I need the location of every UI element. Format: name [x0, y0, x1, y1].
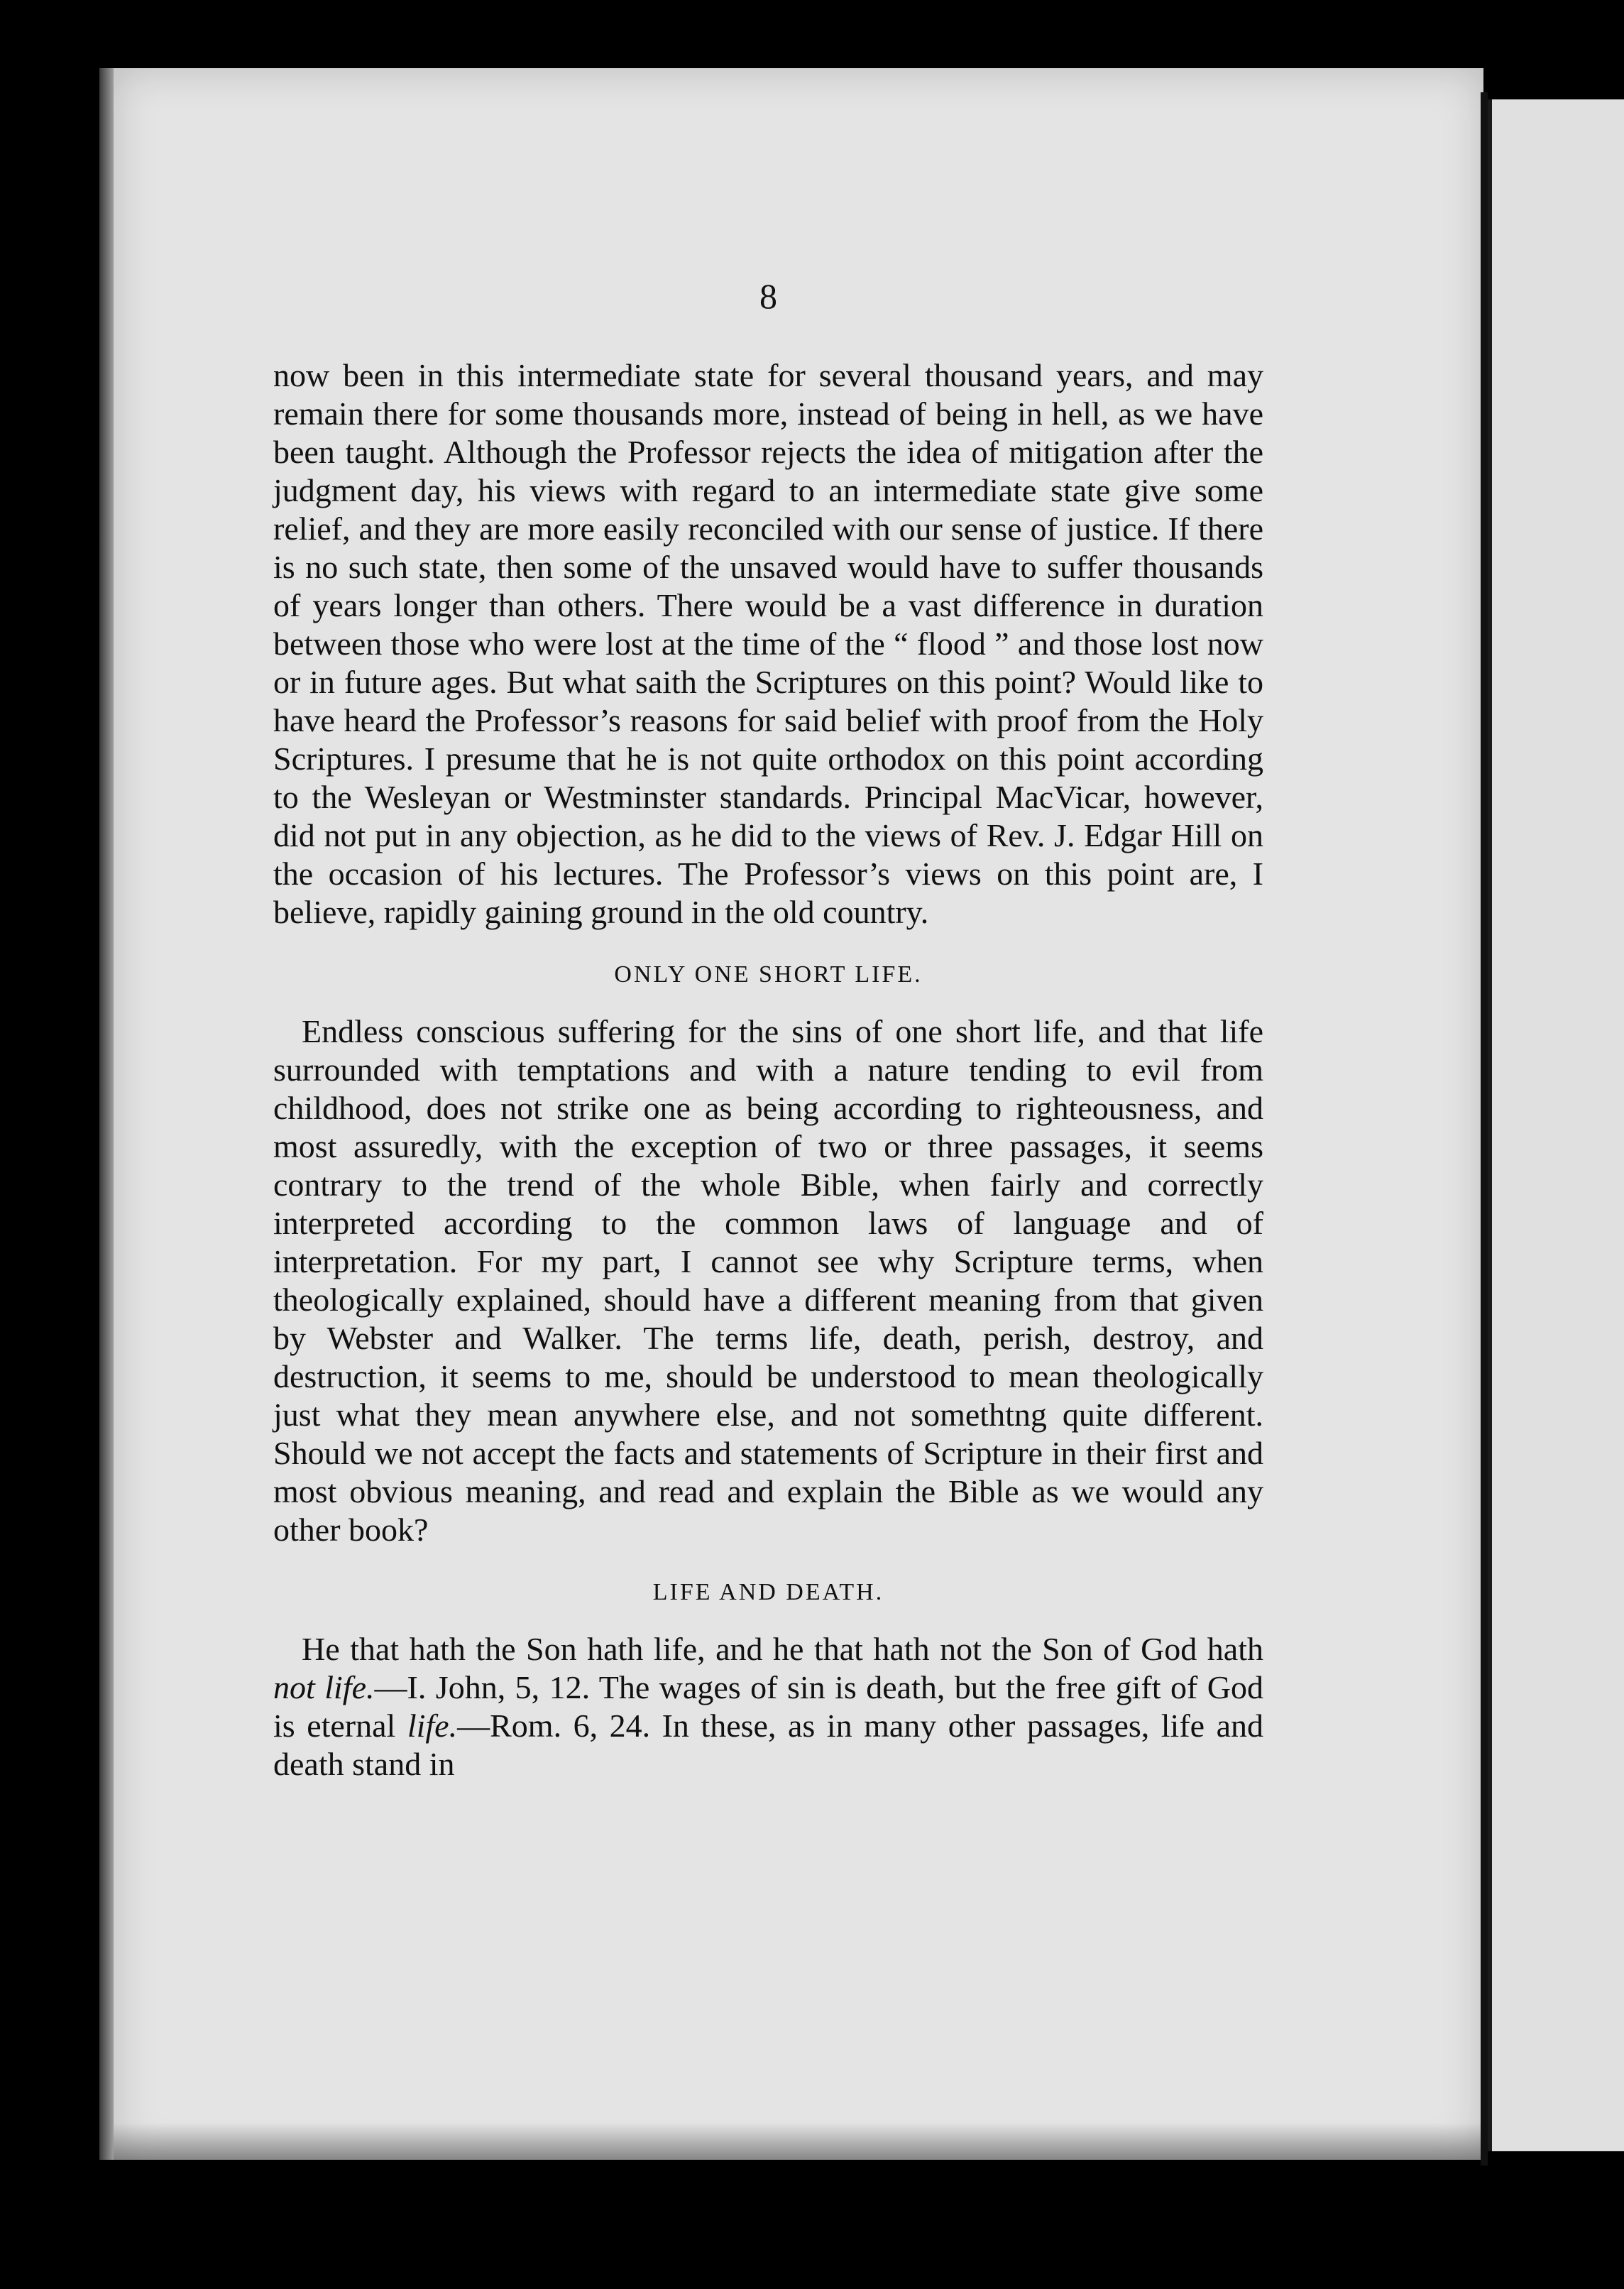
paragraph-text-part: —I. John, 5, 12. The wages of sin is death, but the free gift of God is eternal: [273, 1669, 1263, 1744]
page-bottom-shadow: [114, 2123, 1483, 2160]
page-edge-line: [1481, 92, 1488, 2165]
section-heading-only-one-short-life: ONLY ONE SHORT LIFE.: [614, 961, 923, 988]
italic-phrase: life.: [407, 1708, 458, 1744]
paragraph-text-part: He that hath the Son hath life, and he that hath not the Son of God hath: [302, 1631, 1263, 1667]
paragraph-intermediate-state: now been in this intermediate state for several thousand years, and may remain there for some thousands more, instead of being in hell, as we have been taught. Although the Professor rejects the idea of mitigation after the judgment day, his views with regard to an intermediate state give some relief, and they are more easily reconciled with our sense of justice. If there is no such state, then some of the unsaved would have to suffer thousands of years longer than others. There would be a vast difference in duration between those who were lost at the time of the “ flood ” and those lost now or in future ages. But what saith the Scriptures on this point? Would like to have heard the Professor’s reasons for said belief with proof from the Holy Scriptures. I presume that he is not quite orthodox on this point according to the Wesleyan or Westminster standards. Principal MacVicar, however, did not put in any objection, as he did to the views of Rev. J. Edgar Hill on the occasion of his lectures. The Professor’s views on this point are, I believe, rapidly gaining ground in the old country.: [273, 357, 1263, 930]
facing-page-edge: [1488, 99, 1492, 2151]
page-text-block: [273, 277, 1263, 1783]
facing-page-strip: [1488, 99, 1624, 2151]
page-number: 8: [759, 276, 777, 316]
paragraph-endless-suffering: Endless conscious suffering for the sins of one short life, and that life surrounded with temptations and with a nature tending to evil from childhood, does not strike one as being according to righteousness, and most assuredly, with the exception of two or three passages, it seems contrary to the trend of the whole Bible, when fairly and correctly interpreted according to the common laws of language and of interpretation. For my part, I cannot see why Scripture terms, when theologically explained, should have a different meaning from that given by Webster and Walker. The terms life, death, perish, destroy, and destruction, it seems to me, should be understood to mean theologically just what they mean anywhere else, and not somethtng quite different. Should we not accept the facts and statements of Scripture in their first and most obvious meaning, and read and explain the Bible as we would any other book?: [273, 1013, 1263, 1548]
paragraph-life-and-death: [273, 1630, 1263, 1783]
paragraph-text-part: —Rom. 6, 24. In these, as in many other passages, life and death stand in: [273, 1708, 1264, 1782]
section-heading-life-and-death: LIFE AND DEATH.: [652, 1579, 884, 1605]
italic-phrase: not life.: [273, 1669, 375, 1705]
